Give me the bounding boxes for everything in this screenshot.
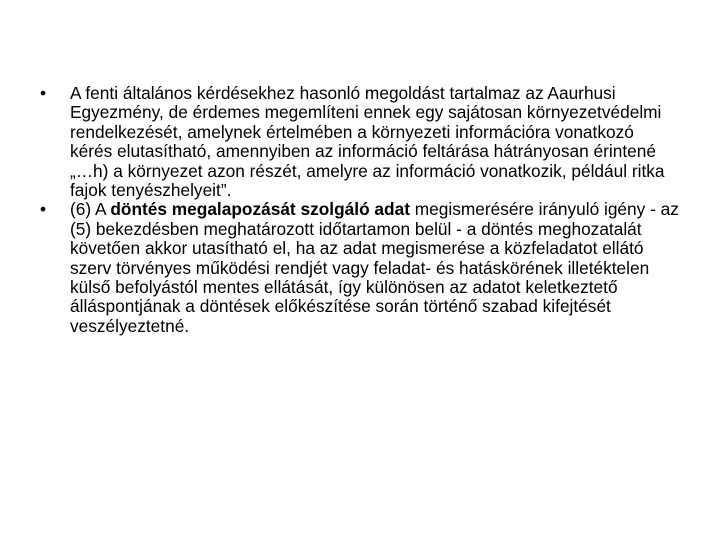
bullet-text-bold-term: döntés megalapozását szolgáló adat xyxy=(110,199,410,220)
bullet-text-aarhus: A fenti általános kérdésekhez hasonló megoldást tartalmaz az Aaurhusi Egyezmény, de érdemes megemlíteni ennek egy sajátosan környezetvédelmi rendelkezését, amelynek értelmében a környezeti információra vonatkozó kérés elutasítható, amennyiben az információ feltárása hátrányosan érintené „…h) a környezet azon részét, amelyre az információ vonatkozik, például ritka fajok tenyészhelyeit”. xyxy=(70,83,665,201)
bullet-list xyxy=(40,84,680,336)
bullet-text-prefix: (6) A xyxy=(70,199,111,220)
bullet-marker: • xyxy=(40,199,47,220)
bullet-marker: • xyxy=(40,83,47,103)
bullet-text-suffix: megismerésére irányuló igény - az (5) bekezdésben meghatározott időtartamon belül - a döntés meghozatalát követően akkor utasítható el, ha az adat megismerése a közfeladatot ellátó szerv törvényes működési rendjét vagy feladat- és hatáskörének illetéktelen külső befolyástól mentes ellátását, így különösen az adatot keletkeztető álláspontjának a döntések előkészítése során történő szabad kifejtését veszélyeztetné. xyxy=(70,199,679,336)
bullet-item-aarhus xyxy=(40,84,680,200)
bullet-item-decision-data xyxy=(40,200,680,336)
bullet-text-decision-data xyxy=(70,200,680,336)
